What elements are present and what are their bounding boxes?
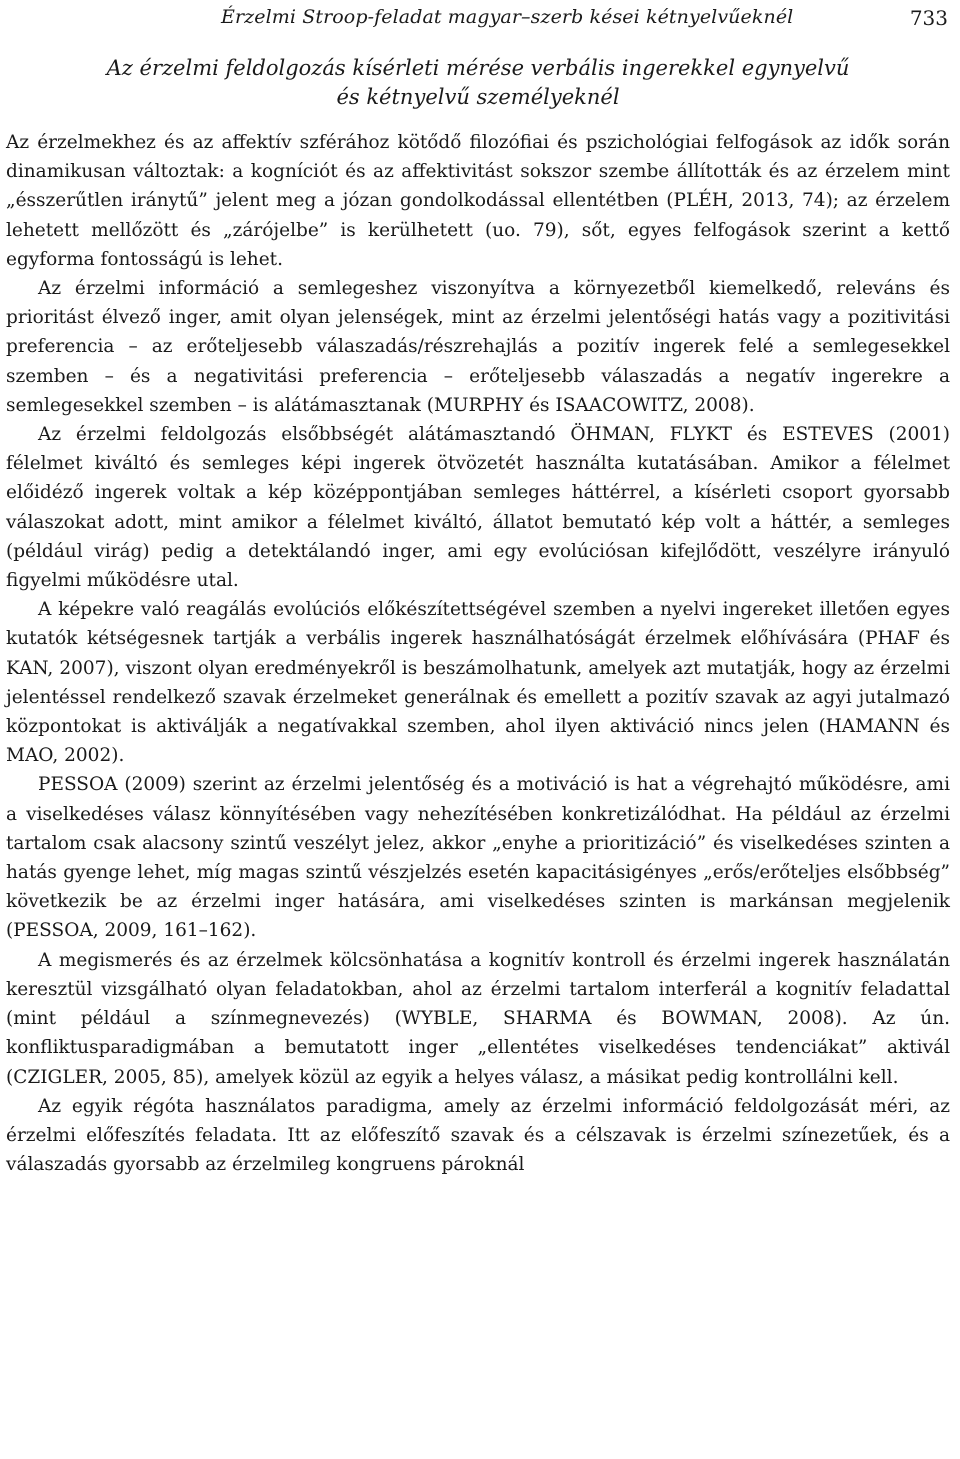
body-text xyxy=(6,128,950,1179)
paragraph-2: Az érzelmi információ a semlegeshez viszonyítva a környezetből kiemelkedő, releváns és prioritást élvező inger, amit olyan jelenségek, mint az érzelmi jelentőségi hatás vagy a pozitivitási preferencia – az erőteljesebb válaszadás/részrehajlás a pozitív ingerek felé a semlegesekkel szemben – és a negativitási preferencia – erőteljesebb válaszadás a negatív ingerekre a semlegesekkel szemben – is alátámasztanak (MURPHY és ISAACOWITZ, 2008). xyxy=(6,278,950,416)
page-number: 733 xyxy=(909,6,948,30)
paragraph-3: Az érzelmi feldolgozás elsőbbségét alátámasztandó ÖHMAN, FLYKT és ESTEVES (2001) félelmet kiváltó és semleges képi ingerek ötvözetét használta kutatásában. Amikor a félelmet előidéző ingerek voltak a kép középpontjában semleges háttérrel, a kísérleti csoport gyorsabb válaszokat adott, mint amikor a félelmet kiváltó, állatot bemutató kép volt a háttér, a semleges (például virág) pedig a detektálandó inger, ami egy evolúciósan kifejlődött, veszélyre irányuló figyelmi működésre utal. xyxy=(6,424,950,592)
paragraph-5: PESSOA (2009) szerint az érzelmi jelentőség és a motiváció is hat a végrehajtó működésre, ami a viselkedéses válasz könnyítésében vagy nehezítésében konkretizálódhat. Ha például az érzelmi tartalom csak alacsony szintű veszélyt jelez, akkor „enyhe a prioritizáció” és viselkedéses szinten a hatás gyenge lehet, míg magas szintű vészjelzés esetén kapacitásigényes „erős/erőteljes elsőbbség” következik be az érzelmi inger hatására, ami viselkedéses szinten is markánsan megjelenik (PESSOA, 2009, 161–162). xyxy=(6,774,950,942)
running-title: Érzelmi Stroop-feladat magyar–szerb kései kétnyelvűeknél xyxy=(221,6,794,28)
running-head xyxy=(6,0,950,40)
paragraph-6: A megismerés és az érzelmek kölcsönhatása a kognitív kontroll és érzelmi ingerek használatán keresztül vizsgálható olyan feladatokban, ahol az érzelmi tartalom interferál a kognitív feladattal (mint például a színmegnevezés) (WYBLE, SHARMA és BOWMAN, 2008). Az ún. konfliktusparadigmában a bemutatott inger „ellentétes viselkedéses tendenciákat” aktivál (CZIGLER, 2005, 85), amelyek közül az egyik a helyes válasz, a másikat pedig kontrollálni kell. xyxy=(6,949,950,1088)
paragraph-4: A képekre való reagálás evolúciós előkészítettségével szemben a nyelvi ingereket illetően egyes kutatók kétségesnek tartják a verbális ingerek használhatóságát érzelmek előhívására (PHAF és KAN, 2007), viszont olyan eredményekről is beszámolhatunk, amelyek azt mutatják, hogy az érzelmi jelentéssel rendelkező szavak érzelmeket generálnak és emellett a pozitív szavak az agyi jutalmazó központokat is aktiválják a negatívakkal szemben, ahol ilyen aktiváció nincs jelen (HAMANN és MAO, 2002). xyxy=(6,599,950,767)
section-title-line-2: és kétnyelvű személyeknél xyxy=(336,85,620,109)
section-title xyxy=(6,54,950,112)
section-title-line-1: Az érzelmi feldolgozás kísérleti mérése verbális ingerekkel egynyelvű xyxy=(106,56,850,80)
paragraph-7: Az egyik régóta használatos paradigma, amely az érzelmi információ feldolgozását méri, az érzelmi előfeszítés feladata. Itt az előfeszítő szavak és a célszavak is érzelmi színezetűek, és a válaszadás gyorsabb az érzelmileg kongruens pároknál xyxy=(6,1095,950,1176)
paragraph-1: Az érzelmekhez és az affektív szférához kötődő filozófiai és pszichológiai felfogások az idők során dinamikusan változtak: a kogníciót és az affektivitást sokszor szembe állították és az érzelem mint „ésszerűtlen iránytű” jelent meg a józan gondolkodással ellentétben (PLÉH, 2013, 74); az érzelem lehetett mellőzött és „zárójelbe” is kerülhetett (uo. 79), sőt, egyes felfogások szerint a kettő egyforma fontosságú is lehet. xyxy=(6,132,950,270)
